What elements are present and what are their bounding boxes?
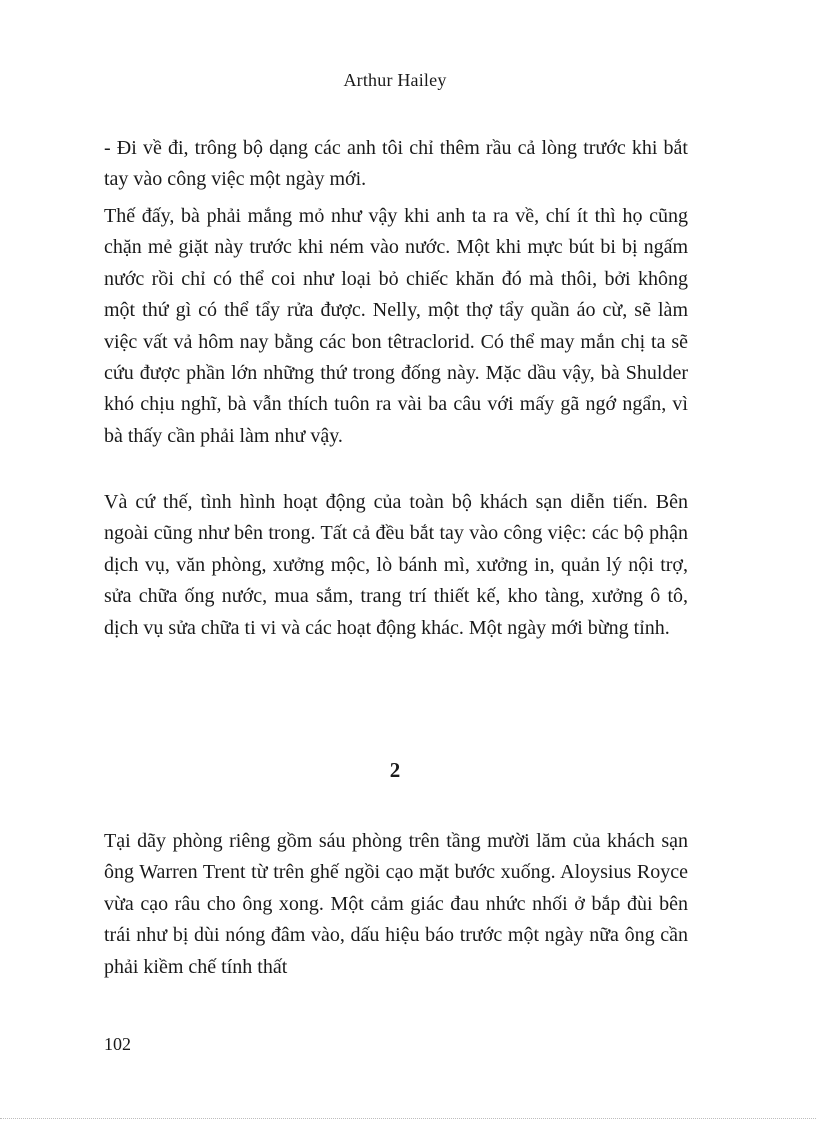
paragraph-text: Thế đấy, bà phải mắng mỏ như vậy khi anh ta ra về, chí ít thì họ cũng chặn mẻ giặt này trước khi ném vào nước. Một khi mực bút bi bị ngấm nước rồi chỉ có thể coi như loại bỏ chiếc khăn đó mà thôi, bởi không một thứ gì có thể tẩy rửa được. Nelly, một thợ tẩy quần áo cừ, sẽ làm việc vất vả hôm nay bằng các bon têtraclorid. Có thể may mắn chị ta sẽ cứu được phần lớn những thứ trong đống này. Mặc dầu vậy, bà Shulder khó chịu nghĩ, bà vẫn thích tuôn ra vài ba câu với mấy gã ngớ ngẩn, vì bà thấy cần phải làm như vậy. <box>104 205 688 447</box>
paragraph-dialogue <box>104 133 688 196</box>
chapter-number: 2 <box>389 758 401 782</box>
paragraph-text: - Đi về đi, trông bộ dạng các anh tôi chỉ thêm rầu cả lòng trước khi bắt tay vào công việc một ngày mới. <box>104 137 688 191</box>
page-number: 102 <box>104 1034 131 1054</box>
bottom-divider <box>0 1118 816 1119</box>
paragraph-text: Và cứ thế, tình hình hoạt động của toàn bộ khách sạn diễn tiến. Bên ngoài cũng như bên trong. Tất cả đều bắt tay vào công việc: các bộ phận dịch vụ, văn phòng, xưởng mộc, lò bánh mì, xưởng in, quản lý nội trợ, sửa chữa ống nước, mua sắm, trang trí thiết kế, kho tàng, xưởng ô tô, dịch vụ sửa chữa ti vi và các hoạt động khác. Một ngày mới bừng tỉnh. <box>104 491 688 639</box>
running-header: Arthur Hailey <box>343 70 447 90</box>
paragraph-hotel-activity <box>104 487 688 644</box>
paragraph-chapter-opening <box>104 826 688 983</box>
paragraph-text: Tại dãy phòng riêng gồm sáu phòng trên tầng mười lăm của khách sạn ông Warren Trent từ trên ghế ngồi cạo mặt bước xuống. Aloysius Royce vừa cạo râu cho ông xong. Một cảm giác đau nhức nhối ở bắp đùi bên trái như bị dùi nóng đâm vào, dấu hiệu báo trước một ngày nữa ông cần phải kiềm chế tính thất <box>104 830 688 978</box>
paragraph-laundry <box>104 201 688 452</box>
